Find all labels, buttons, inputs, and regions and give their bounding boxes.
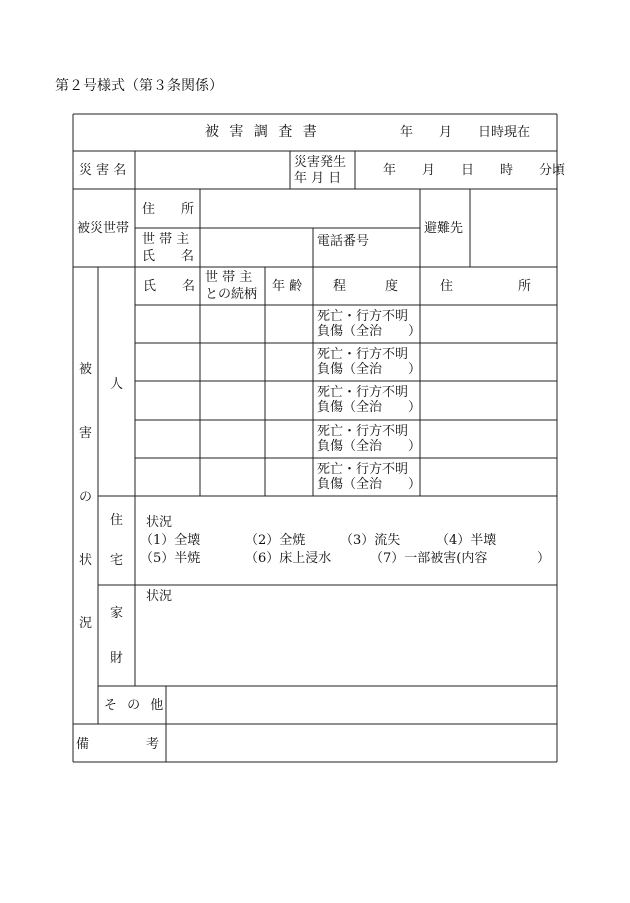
evacuation-site-label: 避難先 — [424, 221, 464, 236]
damage-label-char-3: の — [79, 490, 93, 505]
person-row-4-degree-death: 死亡・行方不明 — [317, 424, 409, 439]
people-header-age: 年 齢 — [272, 279, 303, 294]
housing-label-char-1: 住 — [110, 513, 124, 528]
person-row-5-degree-injury: 負傷（全治 ） — [317, 477, 422, 492]
people-header-degree: 程 度 — [333, 279, 399, 294]
housing-status-label: 状況 — [146, 515, 173, 530]
person-row-1-degree-injury: 負傷（全治 ） — [317, 324, 422, 339]
housing-option-7[interactable]: （7）一部被害(内容 — [370, 551, 488, 566]
evacuation-site-field[interactable] — [471, 190, 556, 266]
damage-label-char-2: 害 — [79, 426, 93, 441]
form-title: 被 害 調 査 書 — [205, 124, 320, 140]
people-label: 人 — [110, 377, 124, 392]
household-label: 被災世帯 — [77, 221, 130, 236]
person-row-2-degree-injury: 負傷（全治 ） — [317, 362, 422, 377]
housing-option-4[interactable]: （4）半壊 — [436, 533, 497, 548]
person-row-3-degree-injury: 負傷（全治 ） — [317, 400, 422, 415]
disaster-name-label: 災 害 名 — [79, 163, 127, 178]
people-header-relation-line1: 世 帯 主 — [205, 270, 253, 285]
people-header-name: 氏 名 — [143, 279, 196, 294]
disaster-date-field[interactable]: 年 月 日 時 分頃 — [383, 163, 566, 178]
title-date-line: 年 月 日時現在 — [400, 125, 531, 140]
other-label: そ の 他 — [104, 698, 167, 713]
person-row-3-degree-death: 死亡・行方不明 — [317, 385, 409, 400]
person-row-4-degree-injury: 負傷（全治 ） — [317, 439, 422, 454]
household-head-label-line2: 氏 名 — [142, 249, 195, 264]
disaster-date-label-line2: 年 月 日 — [294, 171, 342, 186]
household-address-label: 住 所 — [142, 202, 195, 217]
housing-label-char-2: 宅 — [110, 553, 124, 568]
household-address-field[interactable] — [201, 190, 419, 227]
phone-number-label: 電話番号 — [317, 234, 370, 249]
person-row-2-degree-death: 死亡・行方不明 — [317, 347, 409, 362]
remarks-field[interactable] — [167, 725, 556, 761]
remarks-label-char-1: 備 — [76, 737, 90, 752]
housing-option-2[interactable]: （2）全焼 — [245, 533, 306, 548]
goods-label-char-2: 財 — [110, 651, 124, 666]
housing-option-5[interactable]: （5）半焼 — [140, 551, 201, 566]
disaster-name-field[interactable] — [136, 152, 288, 188]
goods-label-char-1: 家 — [110, 606, 124, 621]
household-head-name-field[interactable] — [201, 229, 312, 266]
form-number-label: 第２号様式（第３条関係） — [55, 78, 223, 94]
person-row-1-degree-death: 死亡・行方不明 — [317, 309, 409, 324]
people-header-address: 住 所 — [440, 279, 532, 294]
other-field[interactable] — [167, 687, 556, 723]
remarks-label-char-2: 考 — [146, 737, 160, 752]
damage-label-char-4: 状 — [79, 553, 93, 568]
housing-option-6[interactable]: （6）床上浸水 — [245, 551, 332, 566]
disaster-date-label-line1: 災害発生 — [294, 155, 347, 170]
housing-option-7-close: ） — [537, 551, 551, 566]
damage-label-char-5: 況 — [79, 616, 93, 631]
people-header-relation-line2: との続柄 — [205, 287, 258, 302]
goods-status-label: 状況 — [146, 589, 173, 604]
housing-option-3[interactable]: （3）流失 — [340, 533, 401, 548]
person-row-5-degree-death: 死亡・行方不明 — [317, 462, 409, 477]
household-head-label-line1: 世 帯 主 — [142, 232, 190, 247]
damage-label-char-1: 被 — [79, 362, 93, 377]
housing-option-1[interactable]: （1）全壊 — [140, 533, 201, 548]
